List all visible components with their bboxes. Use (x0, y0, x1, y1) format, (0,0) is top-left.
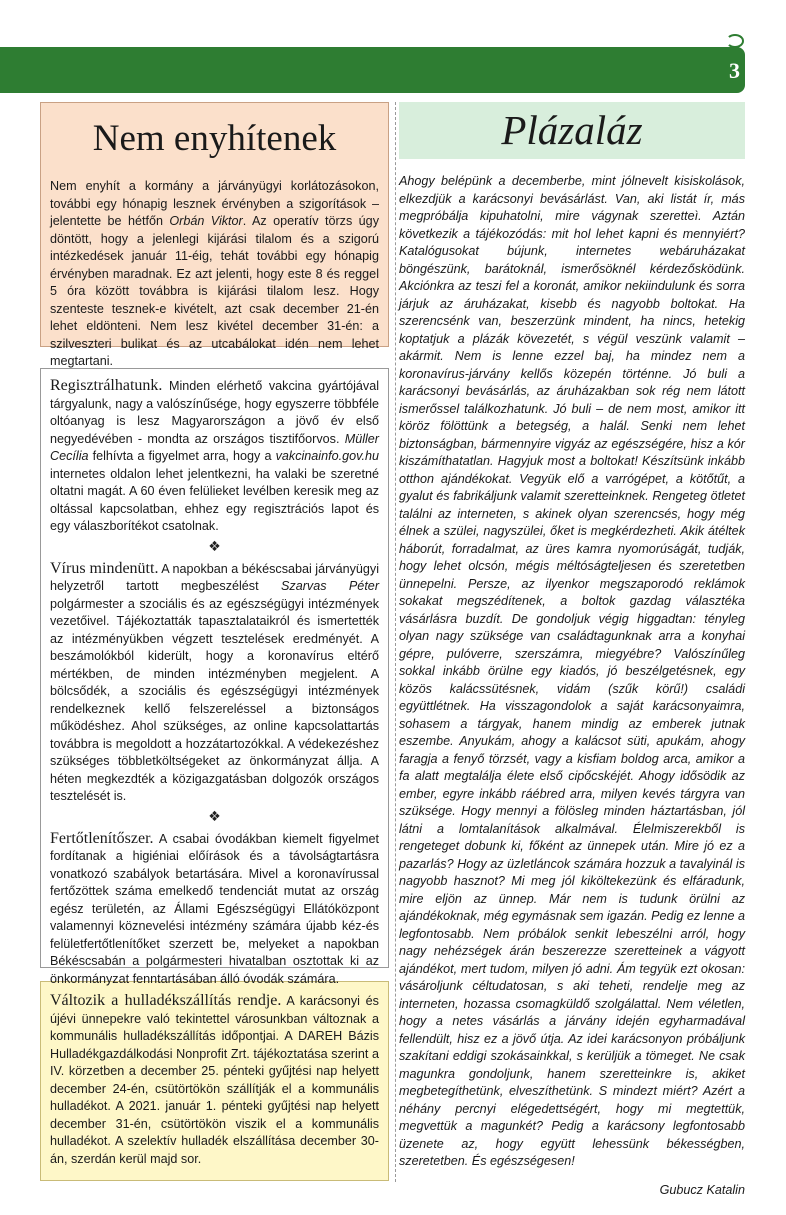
column-divider (395, 102, 396, 1182)
brief-fertotlenitoszer (50, 830, 379, 989)
article-author: Gubucz Katalin (659, 1183, 745, 1198)
header-title-initial: A (368, 3, 396, 43)
text-run-italic: Müller Cecília (50, 431, 379, 463)
article-title: Plázaláz (501, 107, 643, 153)
article-title: Nem enyhítenek (92, 118, 337, 159)
text-run: . Az operatív törzs úgy döntött, hogy a jelenlegi kijárási tilalom és a szigorú intézkedések január 11-éig, tehát további egy hónapig érvényben maradnak. Ez azt jelenti, hogy este 8 és reggel 5 óra között továbbra is kijárási tilalom lesz. Hogy szenteste tesznek-e kivételt, azt csak december 21-én lehet eldönteni. Nem lesz kivétel december 31-én: a szilveszteri bulikat és az utcabálokat idén nem lehet megtartani. (50, 214, 379, 368)
header-title-part2: KTUÁLIS (395, 9, 534, 42)
brief-title: Vírus mindenütt. (50, 559, 159, 577)
text-run: A karácsonyi és újévi ünnepekre való tekintettel városunkban változnak a kommunális hulladékszállítás időpontjai. A DAREH Bázis Hulladékgazdálkodási Nonprofit Zrt. tájékoztatása szerint a IV. körzetben a december 25. pénteki gyűjtési nap helyett december 24-én, csütörtökön szállítják el a kommunális hulladékot. A 2021. január 1. pénteki gyűjtési nap helyett december 31-én, csütörtökön viszik el a kommunális hulladékot. A szelektív hulladék elszállítása december 30-án, szerdán kerül majd sor. (50, 994, 379, 1166)
right-column (399, 102, 745, 1197)
text-run: A napokban a békéscsabai járványügyi helyzetről tartott megbeszélést (50, 561, 380, 593)
brief-virus-mindenutt (50, 560, 379, 806)
brief-title: Változik a hulladékszállítás rendje. (50, 992, 282, 1009)
brief-regisztralhatunk (50, 377, 379, 536)
text-run-italic: Szarvas Péter (281, 579, 380, 593)
brief-title: Fertőtlenítőszer. (50, 829, 154, 847)
text-run: A csabai óvodákban kiemelt figyelmet fordítanak a higiéniai előírások és a távolságtartásra vonatkozó szabályok betartására. Mivel a koronavírussal fertőzöttek száma emelkedő tendenciát mutat az ország egész területén, az Állami Egészségügyi Ellátóközpont valamennyi köznevelési intézmény számára újabb kéz-és felületfertőtlenítőket szerzett be, melyeket a napokban Békéscsabán a polgármesteri hivatalban osztottak ki az önkormányzat fenntartásában álló óvodák számára. (50, 831, 379, 986)
plazalaz-body: Ahogy belépünk a decemberbe, mint jólnevelt kisiskolások, elkezdjük a karácsonyi bevásárlást. Van, aki listát ír, más megpróbálja kipuhatolni, mire vágynak szeretteì. Aztán következik a tájékozódás: mit hol lehet kapni és mennyiért? Katalógusokat bújunk, internetes webáruházakat böngészünk, barátoknál, ismerősöknél kérdezősködünk. Akciónkra az teszi fel a koronát, amikor nekiindulunk és sorra járjuk az áruházakat, kisebb és nagyobb boltokat. Ha szerencsénk van, beszerzünk mindent, ha nincs, hetekig koptatjuk a plázák kövezetét, s végül veszünk valamit – akármit. Nem is lenne ezzel baj, ha mindez nem a koronavírus-járvány kellős közepén történne. Jó buli a karácsonyi bevásárlás, az áruházakban sok rég nem látott ismerőssel találkozhatunk. Jó buli – de nem most, amikor itt köröz fölöttünk a betegség, a halál. Senki nem lehet biztonságban, bármennyire vigyáz az egészségére, hisz a kór kiszámíthatatlan. Hagyjuk most a boltokat! Készítsünk inkább otthon ajándékokat. Vegyük elő a varrógépet, a kötőtűt, a gyalut és fabrikáljunk valamit szeretteinknek. Rengeteg ötletet találni az interneten, s akinek olyan szerencsés, hogy még élnek a szülei, nagyszülei, őket is megkérdezheti. Akik átéltek háborút, forradalmat, az üres kamra nyomorúságát, tudják, hogy lehet olcsón, mégis méltóságteljesen és szeretetben ünnepelni. Persze, az ilyenkor megszaporodó reklámok sokakat megszédítenek, a boltok gazdag választéka vásárlásra buzdít. De gondoljuk végig higgadtan: tényleg olyan nagy szüksége van családtagunknak arra a konyhai gépre, pulóverre, szerszámra, miegyébre? Valószínűleg sokkal inkább örülne egy kiadós, jó beszélgetésnek, egy közös kalácssütésnek, vidám (szűk körű!) családi együttlétnek. Ha visszagondolok a saját karácsonyaimra, sohasem a tárgyak, hanem mindig az emberek jutnak eszembe. Anyukám, ahogy a kalácsot süti, apukám, ahogy faragja a fenyő törzsét, vagy a kisfiam boldog arca, amikor a fa alatt megtalálja élete első cipőcskéjét. Ahogy idősödik az ember, egyre inkább ráébred arra, milyen kevés tárgyra van szüksége. Hogy mennyi a fölösleg minden háztartásban, jól látni a lomtalanítások alkalmával. Élelmiszerekből is rengeteget dobunk ki, főként az ünnepek után. Mire jó ez a pazarlás? Hogy az üzletláncok számára hozzuk a tavalyinál is nagyobb hasznot? Mi meg jól kiköltekezünk és elfáradunk, mire eljön az ünnep. Már nem is tudunk örülni az ajándékoknak, még egymásnak sem igazán. Pedig ez lenne a legfontosabb. Nem próbálok senkit lebeszélni arról, hogy nagy nehézségek árán beszerezze szeretteinek a vágyott ajándékot, mert tudom, milyen jó adni. Ám tegyük ezt okosan: vásároljunk céltudatosan, s aki teheti, rendelje meg az interneten, hozassa csomagküldő szolgálattal. Nem véletlen, hogy a netes vásárlás a járvány idején egyharmadával fellendült, hisz ez a jövő útja. Az idei karácsonyon próbáljunk szakítani eddigi szokásainkkal, s kerüljük a tömeget. Ne csak magunkra gondoljunk, hanem szeretteinkre is, akiket megbetegíthetünk, elveszíthetünk. S mindezt miért? Azért a néhány percnyi elégedettségért, hogy mi megtettük, megvettük a magunkét? Pedig a karácsony legfontosabb üzenete az, hogy együtt lehessünk békességben, szeretetben. És egészségesen! (399, 174, 745, 1168)
article-body (50, 178, 379, 371)
ornament-separator: ❖ (208, 537, 221, 554)
text-run-italic: vakcinainfo.gov.hu (275, 449, 379, 463)
page-header-title (0, 2, 786, 44)
text-run: felhívta a figyelmet arra, hogy a (88, 449, 276, 463)
text-run-italic: Orbán Viktor (169, 214, 243, 228)
ornament-separator: ❖ (208, 807, 221, 824)
text-run: internetes oldalon lehet jelentkezni, ha valaki be szeretné oltatni magát. A 60 éven felülieket levélben keresik meg az oltással kapcsolatban, ehhez egy regisztrációs lapot és egy válaszborítékot csatolnak. (50, 466, 379, 533)
text-run: Nem enyhít a kormány a járványügyi korlátozásokon, további egy hónapig lesznek érvényben a szigorítások – jelentette be hétfőn (50, 179, 379, 228)
news-briefs-box (40, 368, 389, 986)
page-number: 3 (729, 58, 740, 83)
left-column (40, 102, 389, 1181)
plazalaz-title-box (399, 102, 745, 159)
waste-collection-text (50, 992, 379, 1168)
text-run: Minden elérhető vakcina gyártójával tárgyalunk, nagy a valószínűsége, hogy egyszerre többféle oltóanyag is lesz Magyarországon a jövő év első negyedévében - mondta az országos tisztifőorvos. (50, 379, 379, 446)
brief-title: Regisztrálhatunk. (50, 377, 163, 394)
text-run: polgármester a szociális és az egészségügyi intézmények vezetőivel. Tájékoztatták tapasztalataikról és ismertették az intézményükben végzett tesztelések eredményét. A beszámolókból kiderült, hogy a koronavírus eltérő mértékben, de minden intézményben megjelent. A bölcsődék, a szociális és egészségügyi intézmények rendelkeznek kellő felszereléssel a biztonságos működéshez. Ahol szükséges, az online kapcsolattartás továbbra is megoldott a hozzátartozókkal. A védekezéshez szükséges többletköltségeket az önkormányzat állja. A héten megkezdték a közigazgatásban dolgozók országos tesztelését is. (50, 596, 379, 803)
header-title-part1: CSABAI (252, 9, 369, 42)
article-nem-enyhitenek (40, 102, 389, 368)
page-header-bar (0, 47, 745, 93)
waste-collection-box (40, 981, 389, 1181)
